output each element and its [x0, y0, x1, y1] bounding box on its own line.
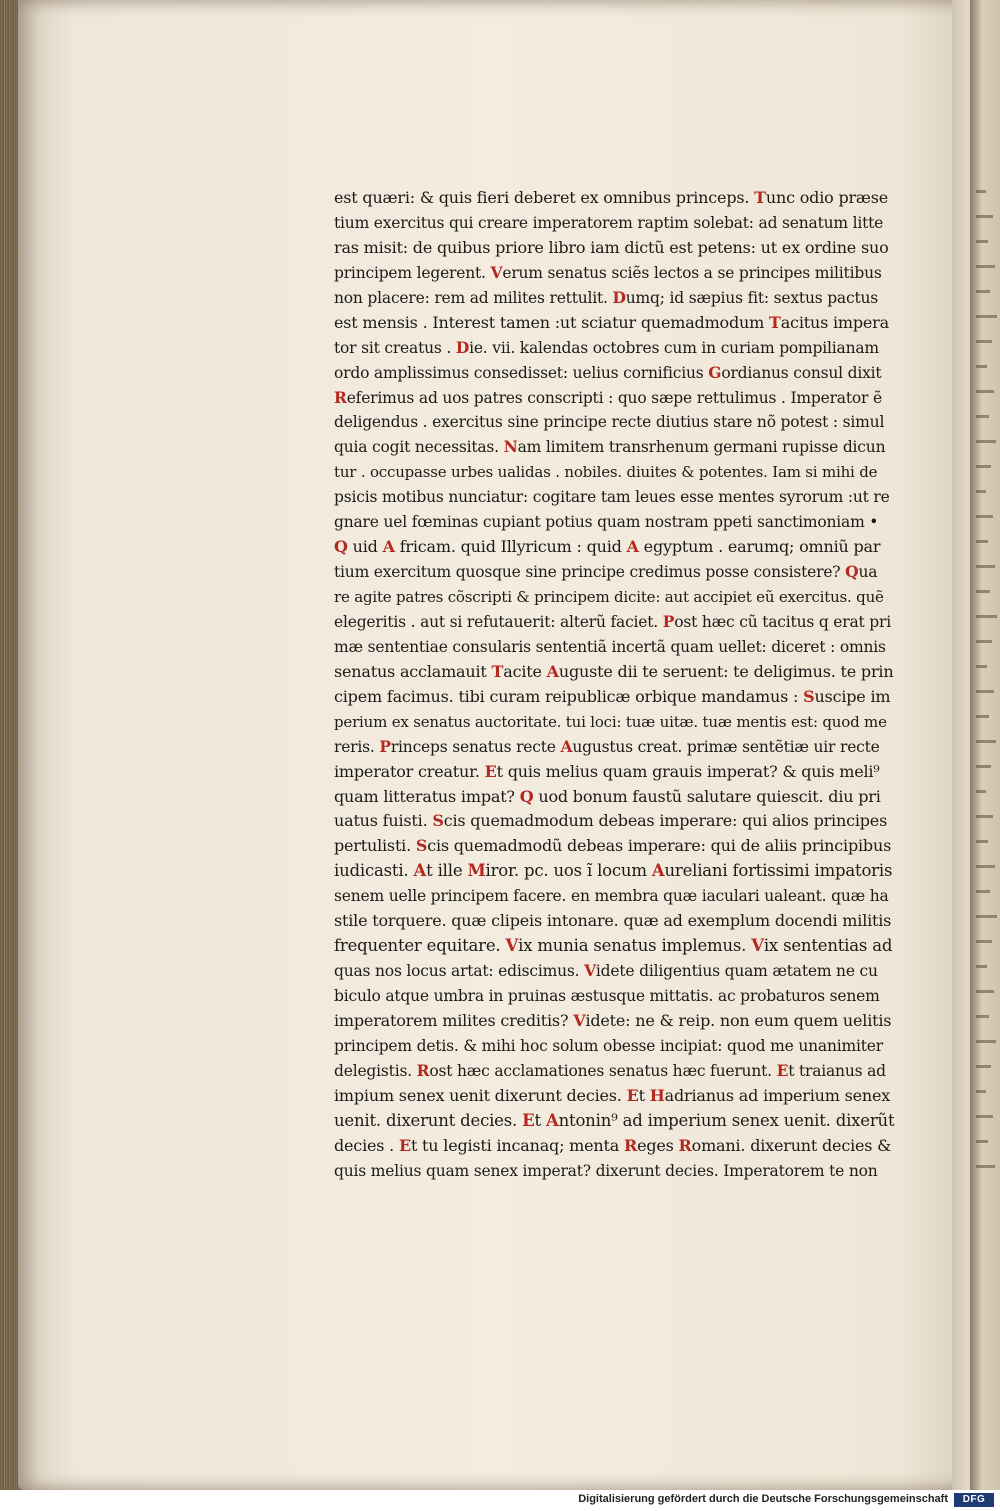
text-segment: eferimus ad uos patres conscripti : quo sæpe rettulimus . Imperator ẽ	[346, 388, 882, 407]
text-segment: deligendus . exercitus sine principe recte diutius stare nõ potest : simul	[334, 413, 885, 432]
digitization-credit: Digitalisierung gefördert durch die Deutsche Forschungsgemeinschaft	[578, 1493, 948, 1505]
text-line	[334, 660, 894, 685]
text-line	[334, 460, 894, 485]
facing-page-text-fragment	[976, 790, 986, 793]
facing-page-text-fragment	[976, 665, 987, 668]
footer-band	[0, 1490, 1000, 1511]
rubricated-initial: V	[505, 936, 519, 956]
facing-page-text-fragment	[976, 440, 996, 443]
rubricated-initial: A	[560, 736, 573, 756]
rubricated-initial: D	[612, 287, 626, 307]
facing-page-text-fragment	[976, 565, 995, 568]
text-segment: umq; id sæpius fit: sextus pactus	[625, 288, 879, 307]
facing-page-text-fragment	[976, 590, 990, 593]
dfg-logo: DFG	[954, 1493, 994, 1507]
text-segment: uenit. dixerunt decies.	[334, 1110, 523, 1130]
facing-page-text-fragment	[976, 615, 997, 618]
text-line	[334, 211, 894, 236]
text-segment: idete: ne & reip. non eum quem uelitis	[585, 1010, 892, 1030]
text-segment: ie. vii. kalendas octobres cum in curiam pompilianam	[469, 338, 879, 357]
text-segment: uod bonum faustũ salutare quiescit. diu pri	[533, 786, 881, 806]
rubricated-initial: S	[415, 836, 428, 856]
text-line	[334, 560, 894, 585]
text-line	[334, 710, 894, 735]
text-segment: uid	[347, 537, 383, 557]
facing-page-text-fragment	[976, 765, 991, 768]
text-line	[334, 510, 894, 535]
rubricated-initial: S	[803, 686, 815, 706]
text-segment: ost hæc cũ tacitus q erat pri	[674, 612, 891, 631]
rubricated-initial: H	[649, 1085, 665, 1105]
text-segment: ntonin⁹ ad imperium senex uenit. dixerũt	[558, 1110, 895, 1130]
facing-page-text-fragment	[976, 390, 994, 393]
text-line	[334, 1134, 894, 1159]
text-segment: eges	[637, 1135, 679, 1155]
facing-page-text-fragment	[976, 1115, 993, 1118]
text-line	[334, 984, 894, 1009]
text-segment: t ille	[426, 861, 468, 881]
rubricated-initial: Q	[519, 786, 534, 806]
text-line	[334, 311, 894, 336]
facing-page-edge	[970, 0, 1000, 1490]
facing-page-text-fragment	[976, 1015, 989, 1018]
text-line	[334, 361, 894, 386]
text-segment: quas nos locus artat: ediscimus.	[334, 962, 585, 981]
facing-page-text-fragment	[976, 290, 990, 293]
text-block	[334, 186, 894, 1184]
facing-page-text-fragment	[976, 340, 992, 343]
text-line	[334, 610, 894, 635]
text-line	[334, 909, 894, 934]
text-segment: biculo atque umbra in pruinas æstusque mittatis. ac probaturos senem	[334, 987, 880, 1005]
facing-page-text-fragment	[976, 215, 993, 218]
rubricated-initial: A	[413, 861, 427, 881]
facing-page-text-fragment	[976, 415, 989, 418]
text-line	[334, 834, 894, 859]
text-segment: pertulisti.	[334, 836, 416, 856]
text-segment: iudicasti.	[334, 861, 414, 881]
text-segment: senatus acclamauit	[334, 661, 492, 681]
facing-page-text-fragment	[976, 465, 991, 468]
facing-page-text-fragment	[976, 490, 986, 493]
text-segment: egyptum . earumq; omniũ par	[638, 537, 881, 557]
text-line	[334, 1159, 894, 1184]
text-segment: iror. pc. uos ĩ locum	[485, 861, 652, 881]
text-segment: elegeritis . aut si refutauerit: alterũ faciet.	[334, 612, 663, 631]
rubricated-initial: R	[334, 387, 347, 407]
text-segment: acite	[503, 661, 547, 681]
rubricated-initial: E	[484, 761, 497, 781]
text-segment: ugustus creat. primæ sentẽtiæ uir recte	[572, 737, 880, 756]
rubricated-initial: V	[490, 262, 503, 282]
text-segment: am limitem transrhenum germani rupisse dicun	[517, 438, 886, 457]
facing-page-text-fragment	[976, 865, 995, 868]
facing-page-text-fragment	[976, 540, 988, 543]
text-line	[334, 959, 894, 984]
text-segment: t tu legisti incanaq; menta	[410, 1135, 624, 1155]
text-segment: frequenter equitare.	[334, 936, 506, 956]
text-segment: senem uelle principem facere. en membra quæ iaculari ualeant. quæ ha	[334, 887, 889, 906]
rubricated-initial: R	[678, 1135, 692, 1155]
text-segment: decies .	[334, 1135, 399, 1155]
text-segment: perium ex senatus auctoritate. tui loci: tuæ uitæ. tuæ mentis est: quod me	[334, 712, 887, 731]
rubricated-initial: V	[751, 936, 764, 956]
text-line	[334, 1009, 894, 1034]
text-line	[334, 1084, 894, 1109]
rubricated-initial: A	[546, 661, 559, 681]
rubricated-initial: G	[708, 362, 722, 382]
text-segment: principem legerent.	[334, 263, 491, 282]
text-segment: uatus fuisti.	[334, 811, 433, 831]
text-line	[334, 760, 894, 785]
facing-page-text-fragment	[976, 715, 989, 718]
text-line	[334, 410, 894, 435]
text-line	[334, 735, 894, 760]
rubricated-initial: S	[432, 811, 444, 831]
text-line	[334, 685, 894, 710]
text-segment: fricam. quid Illyricum : quid	[394, 537, 627, 557]
text-line	[334, 1034, 894, 1059]
text-segment: t quis melius quam grauis imperat? & quis meli⁹	[496, 761, 880, 781]
text-segment: delegistis.	[334, 1061, 417, 1080]
text-line	[334, 934, 894, 959]
facing-page-text-fragment	[976, 940, 992, 943]
text-line	[334, 535, 894, 560]
text-segment: unc odio præse	[765, 188, 889, 207]
text-segment: psicis motibus nunciatur: cogitare tam leues esse mentes syrorum :ut re	[334, 488, 890, 507]
text-segment: re agite patres cõscripti & principem dicite: aut accipiet eũ exercitus. quẽ	[334, 588, 884, 606]
text-segment: omani. dixerunt decies &	[691, 1135, 892, 1155]
text-segment: idete diligentius quam ætatem ne cu	[595, 962, 878, 981]
rubricated-initial: A	[651, 861, 665, 881]
rubricated-initial: A	[545, 1110, 559, 1130]
facing-page-text-fragment	[976, 990, 994, 993]
text-segment: quia cogit necessitas.	[334, 438, 504, 457]
facing-page-text-fragment	[976, 1090, 986, 1093]
text-segment: ras misit: de quibus priore libro iam dictũ est petens: ut ex ordine suo	[334, 237, 889, 257]
text-segment: ureliani fortissimi impatoris	[664, 861, 893, 881]
facing-page-text-fragment	[976, 1065, 991, 1068]
text-segment: est mensis . Interest tamen :ut sciatur quemadmodum	[334, 312, 769, 332]
text-segment: reris.	[334, 737, 380, 756]
facing-page-text-fragment	[976, 240, 988, 243]
rubricated-initial: T	[769, 312, 781, 332]
text-segment: non placere: rem ad milites rettulit.	[334, 288, 613, 307]
text-segment: quam litteratus impat?	[334, 786, 520, 806]
text-segment: imperator creatur.	[334, 761, 485, 781]
rubricated-initial: E	[522, 1110, 535, 1130]
facing-page-text-fragment	[976, 190, 986, 193]
text-line	[334, 635, 894, 660]
text-segment: ordianus consul dixit	[721, 363, 882, 382]
rubricated-initial: T	[491, 661, 504, 681]
text-line	[334, 859, 894, 884]
text-segment: ua	[858, 563, 878, 582]
text-segment: t	[534, 1110, 546, 1130]
text-line	[334, 286, 894, 311]
facing-page-text-fragment	[976, 915, 997, 918]
text-line	[334, 186, 894, 211]
rubricated-initial: E	[626, 1085, 639, 1105]
text-line	[334, 435, 894, 460]
rubricated-initial: V	[584, 961, 596, 981]
text-segment: t	[638, 1085, 650, 1105]
rubricated-initial: A	[626, 537, 639, 557]
text-segment: imperatorem milites creditis?	[334, 1010, 574, 1030]
text-segment: uscipe im	[814, 686, 891, 706]
rubricated-initial: T	[754, 188, 766, 207]
facing-page-text-fragment	[976, 840, 988, 843]
text-segment: cis quemadmodũ debeas imperare: qui de aliis principibus	[427, 836, 892, 856]
facing-page-text-fragment	[976, 740, 996, 743]
text-line	[334, 1109, 894, 1134]
text-segment: adrianus ad imperium senex	[664, 1085, 891, 1105]
text-segment: stile torquere. quæ clipeis intonare. quæ ad exemplum docendi militis	[334, 911, 892, 931]
text-line	[334, 485, 894, 510]
text-segment: uguste dii te seruent: te deligimus. te prin	[558, 661, 894, 681]
rubricated-initial: E	[776, 1060, 789, 1080]
facing-page-text-fragment	[976, 690, 994, 693]
facing-page-text-fragment	[976, 1040, 996, 1043]
facing-page-text-fragment	[976, 265, 995, 268]
text-segment: gnare uel fœminas cupiant potius quam nostram ppeti sanctimoniam •	[334, 513, 879, 532]
text-segment: t traianus ad	[788, 1061, 886, 1080]
facing-page-text-fragment	[976, 1165, 995, 1168]
facing-page-text-fragment	[976, 1140, 988, 1143]
text-line	[334, 1059, 894, 1084]
facing-page-text-fragment	[976, 315, 997, 318]
facing-page-text-fragment	[976, 890, 990, 893]
rubricated-initial: A	[382, 537, 395, 557]
text-segment: ix sententias ad	[763, 936, 893, 956]
text-segment: principem detis. & mihi hoc solum obesse incipiat: quod me unanimiter	[334, 1036, 883, 1055]
text-line	[334, 585, 894, 610]
text-line	[334, 809, 894, 834]
rubricated-initial: R	[623, 1135, 638, 1155]
text-segment: ordo amplissimus consedisset: uelius cornificius	[334, 363, 709, 382]
text-segment: cipem facimus. tibi curam reipublicæ orbique mandamus :	[334, 686, 804, 706]
text-line	[334, 785, 894, 810]
text-line	[334, 236, 894, 261]
text-line	[334, 336, 894, 361]
rubricated-initial: N	[503, 437, 518, 457]
facing-page-text-fragment	[976, 640, 992, 643]
text-segment: ost hæc acclamationes senatus hæc fuerunt.	[429, 1061, 777, 1080]
facing-page-text-fragment	[976, 365, 987, 368]
rubricated-initial: P	[662, 611, 675, 631]
rubricated-initial: Q	[845, 562, 859, 582]
rubricated-initial: R	[416, 1060, 430, 1080]
text-segment: tur . occupasse urbes ualidas . nobiles. diuites & potentes. Iam si mihi de	[334, 463, 878, 482]
text-segment: tium exercitum quosque sine principe credimus posse consistere?	[334, 563, 846, 582]
rubricated-initial: V	[573, 1010, 586, 1030]
text-segment: tium exercitus qui creare imperatorem raptim solebat: ad senatum litte	[334, 213, 884, 232]
text-segment: ix munia senatus implemus.	[518, 936, 752, 956]
text-segment: quis melius quam senex imperat? dixerunt decies. Imperatorem te non	[334, 1161, 878, 1180]
facing-page-text-fragment	[976, 515, 993, 518]
rubricated-initial: P	[379, 736, 391, 756]
rubricated-initial: Q	[334, 537, 348, 557]
text-segment: erum senatus sciẽs lectos a se principes militibus	[502, 263, 882, 282]
text-segment: cis quemadmodum debeas imperare: qui alios principes	[443, 811, 888, 831]
rubricated-initial: E	[398, 1135, 411, 1155]
facing-page-text-fragment	[976, 815, 993, 818]
text-line	[334, 261, 894, 286]
rubricated-initial: D	[455, 337, 470, 357]
text-segment: est quæri: & quis fieri deberet ex omnibus princeps.	[334, 188, 755, 207]
rubricated-initial: M	[467, 861, 486, 881]
text-line	[334, 884, 894, 909]
text-segment: rinceps senatus recte	[390, 737, 561, 756]
text-line	[334, 386, 894, 411]
facing-page-text-fragment	[976, 965, 987, 968]
text-segment: impium senex uenit dixerunt decies.	[334, 1085, 627, 1105]
text-segment: mæ sententiae consularis sententiã incertã quam uellet: diceret : omnis	[334, 637, 886, 656]
text-segment: tor sit creatus .	[334, 338, 456, 357]
text-segment: acitus impera	[780, 312, 889, 332]
